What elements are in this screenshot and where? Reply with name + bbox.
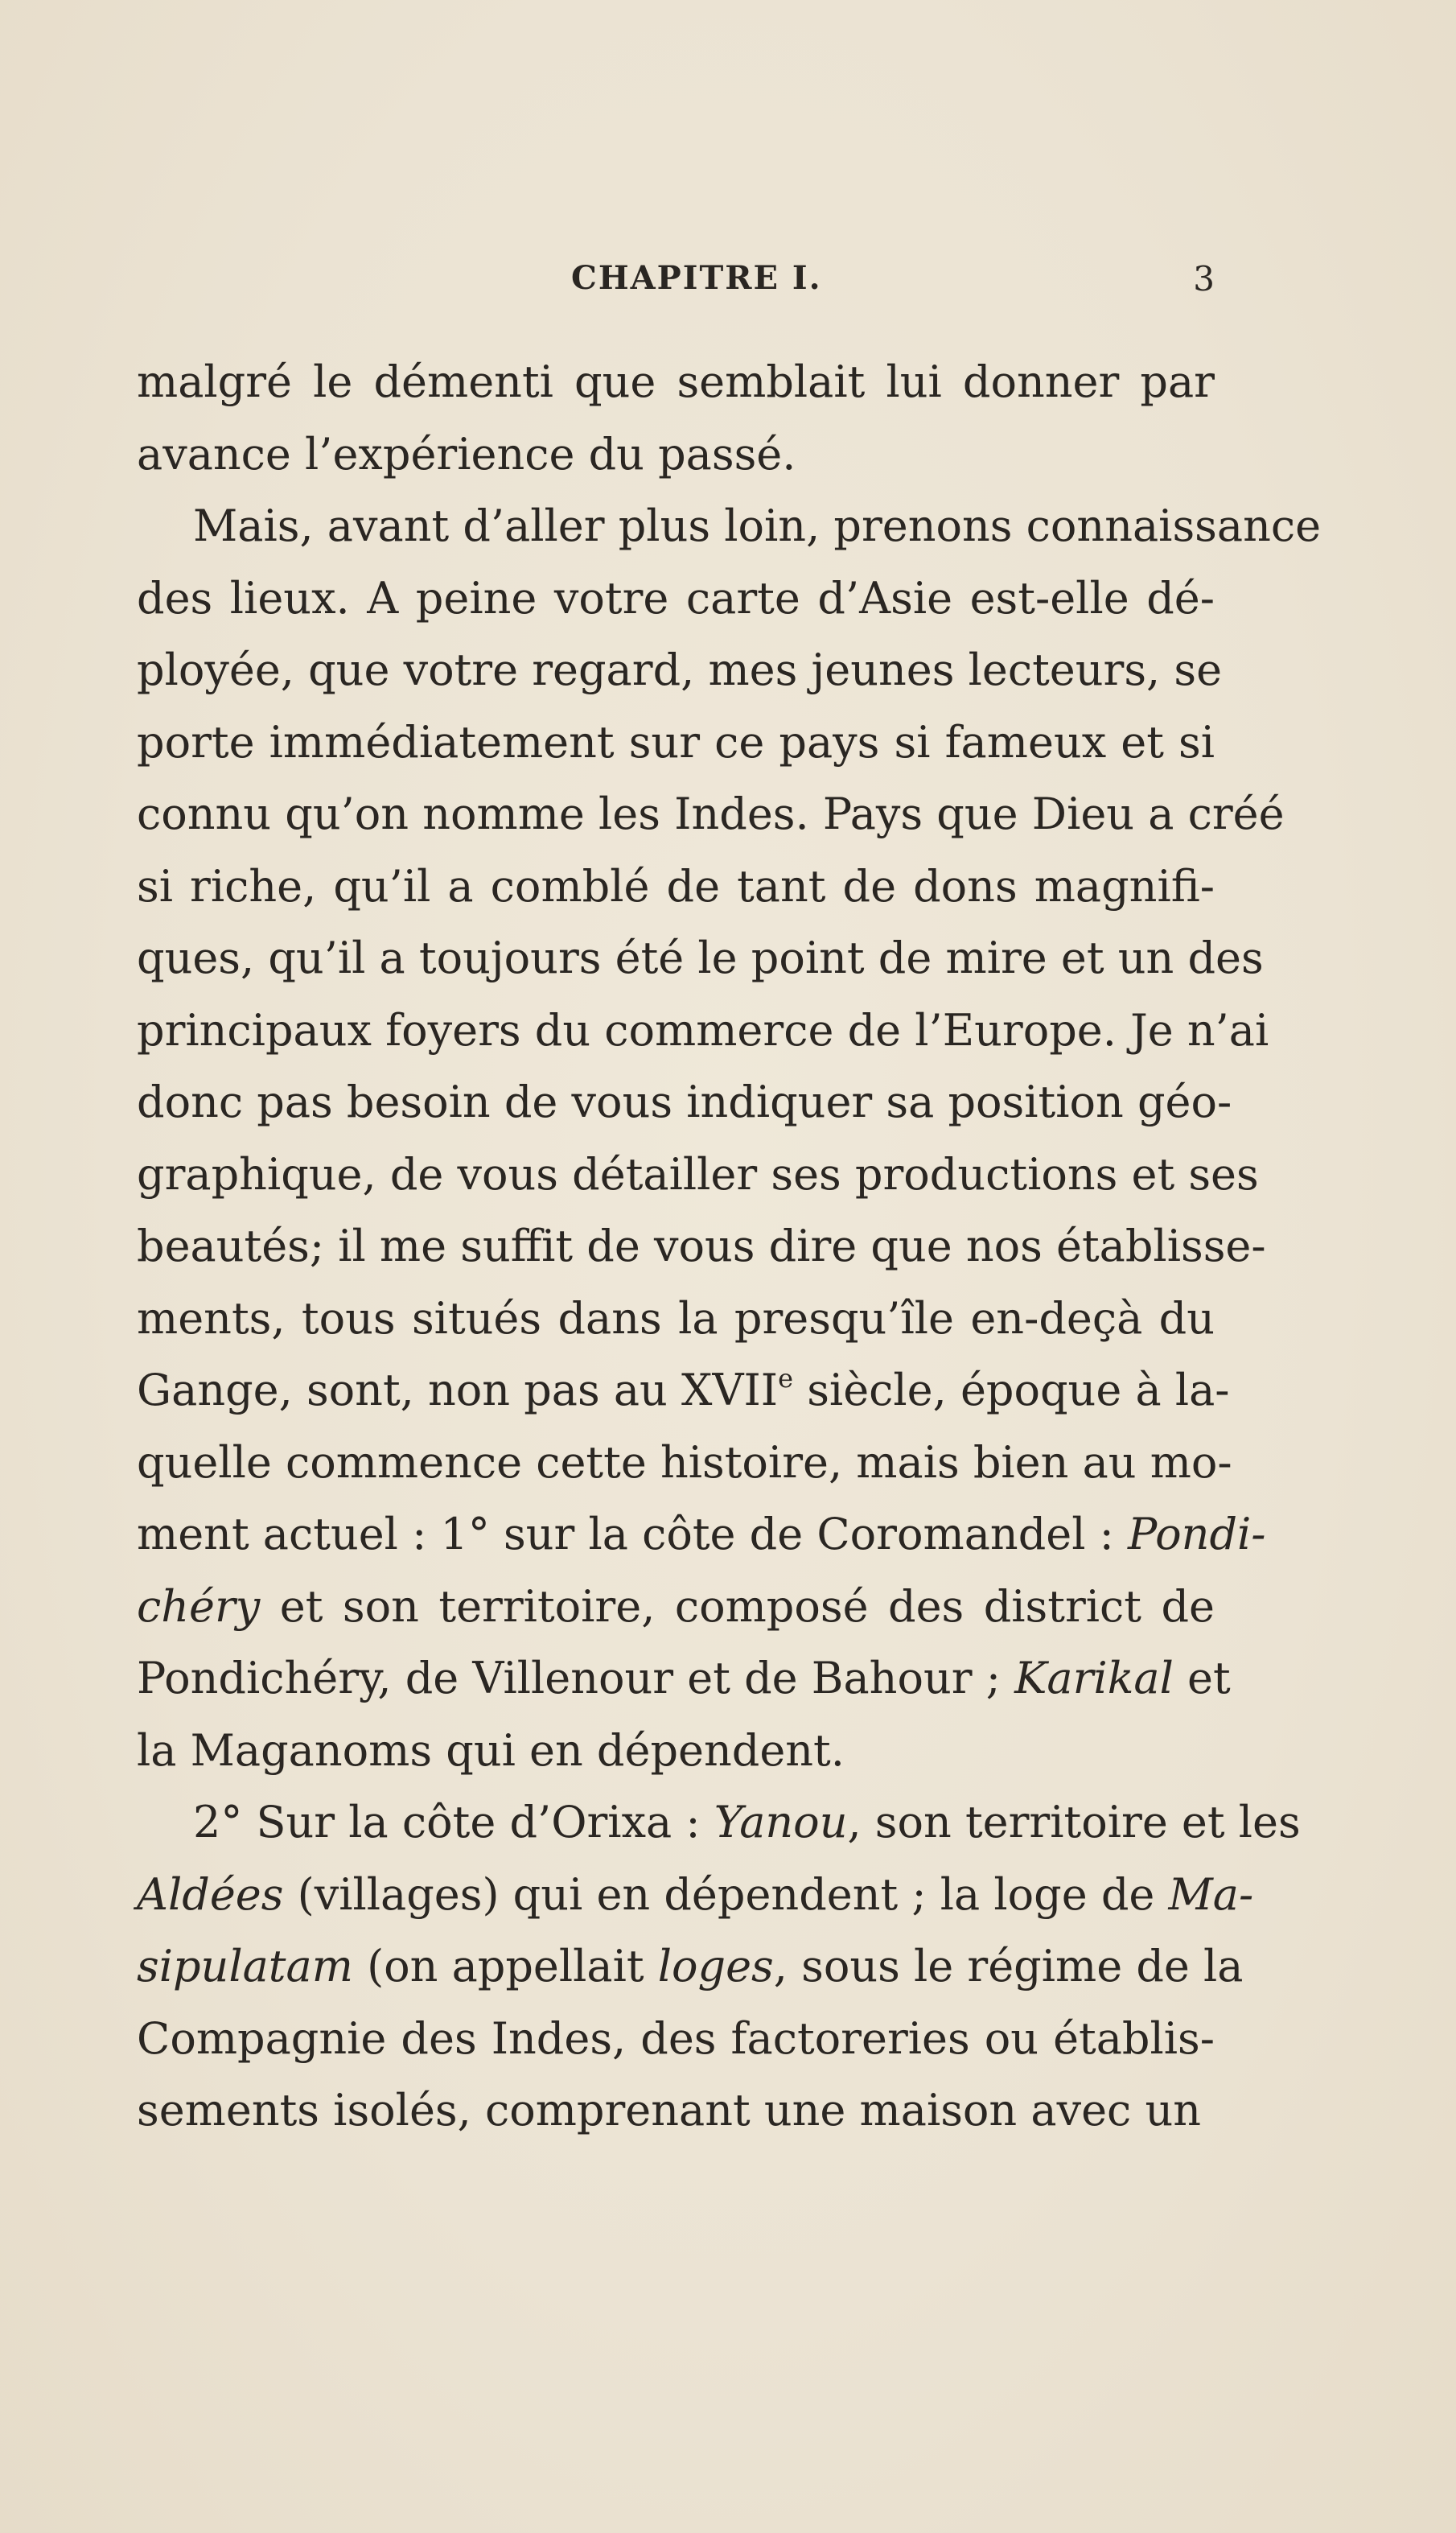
text-line — [137, 2003, 1215, 2075]
italic-text: Aldées — [137, 1868, 284, 1920]
superscript: e — [778, 1363, 794, 1394]
text-segment: sements isolés, comprenant une maison avec un — [137, 2085, 1201, 2136]
text-line — [137, 1642, 1231, 1715]
text-line — [137, 1786, 1301, 1859]
text-segment: ques, qu’il a toujours été le point de mire et un des — [137, 933, 1264, 983]
text-line — [137, 1066, 1232, 1139]
italic-text: sipulatam — [137, 1941, 353, 1991]
italic-text: Pondi- — [1128, 1509, 1266, 1559]
text-line — [137, 1354, 1230, 1427]
running-head: CHAPITRE I. — [571, 259, 822, 297]
text-segment: ployée, que votre regard, mes jeunes lecteurs, se — [137, 645, 1223, 695]
text-line — [137, 1930, 1244, 2003]
text-segment: des lieux. A peine votre carte d’Asie est-elle dé- — [137, 572, 1215, 624]
text-segment: ment actuel : 1° sur la côte de Coromandel : — [137, 1509, 1129, 1559]
text-line — [137, 1715, 1215, 1787]
text-segment: connu qu’on nomme les Indes. Pays que Dieu a créé — [137, 789, 1285, 839]
text-segment: graphique, de vous détailler ses productions et ses — [137, 1148, 1259, 1200]
text-segment: beautés; il me suffit de vous dire que nos établisse- — [137, 1221, 1266, 1271]
text-line — [137, 634, 1223, 706]
text-line — [137, 1139, 1259, 1211]
text-line — [137, 1571, 1215, 1643]
text-segment: principaux foyers du commerce de l’Europe. Je n’ai — [137, 1004, 1269, 1056]
italic-text: Ma- — [1168, 1868, 1254, 1920]
text-line — [137, 2074, 1215, 2147]
text-segment: Pondichéry, de Villenour et de Bahour ; — [137, 1653, 1015, 1703]
text-segment: malgré le démenti que semblait lui donner par — [137, 356, 1215, 407]
text-segment: , sous le régime de la — [773, 1941, 1244, 1991]
text-segment: (on appellait — [352, 1941, 658, 1991]
italic-text: Yanou — [714, 1797, 848, 1847]
text-line — [137, 1210, 1266, 1283]
text-line — [137, 1859, 1254, 1931]
text-line — [137, 562, 1215, 635]
text-segment: donc pas besoin de vous indiquer sa position géo- — [137, 1077, 1232, 1127]
italic-text: loges — [657, 1941, 774, 1991]
text-segment: Mais, avant d’aller plus loin, prenons connaissance — [193, 500, 1322, 551]
text-segment: porte immédiatement sur ce pays si fameux et si — [137, 716, 1215, 768]
text-line — [137, 995, 1269, 1067]
italic-text: chéry — [137, 1580, 261, 1632]
text-segment: et son territoire, composé des district de — [260, 1580, 1215, 1632]
page-number: 3 — [1193, 259, 1215, 299]
text-segment: siècle, époque à la- — [793, 1365, 1230, 1415]
text-segment: 2° Sur la côte d’Orixa : — [193, 1797, 714, 1847]
text-line — [137, 922, 1264, 995]
text-segment: , son territoire et les — [847, 1797, 1301, 1847]
page-header — [137, 259, 1215, 307]
text-segment: Compagnie des Indes, des factoreries ou établis- — [137, 2012, 1215, 2064]
text-segment: et — [1173, 1653, 1231, 1703]
text-line — [137, 418, 1215, 491]
text-line — [137, 1283, 1215, 1355]
text-line — [137, 1427, 1232, 1499]
text-line — [137, 706, 1215, 779]
text-segment: quelle commence cette histoire, mais bien au mo- — [137, 1436, 1232, 1488]
text-segment: (villages) qui en dépendent ; la loge de — [283, 1868, 1169, 1920]
italic-text: Karikal — [1014, 1653, 1174, 1703]
text-segment: Gange, sont, non pas au XVII — [137, 1365, 779, 1415]
text-line — [137, 346, 1215, 418]
text-segment: si riche, qu’il a comblé de tant de dons magnifi- — [137, 860, 1215, 912]
text-line — [137, 778, 1285, 851]
text-line — [137, 490, 1322, 562]
text-segment: la Maganoms qui en dépendent. — [137, 1724, 845, 1776]
text-line — [137, 1498, 1266, 1571]
text-segment: avance l’expérience du passé. — [137, 428, 796, 480]
text-line — [137, 851, 1215, 923]
text-segment: ments, tous situés dans la presqu’île en-deçà du — [137, 1292, 1215, 1344]
body-text — [137, 346, 1322, 2147]
